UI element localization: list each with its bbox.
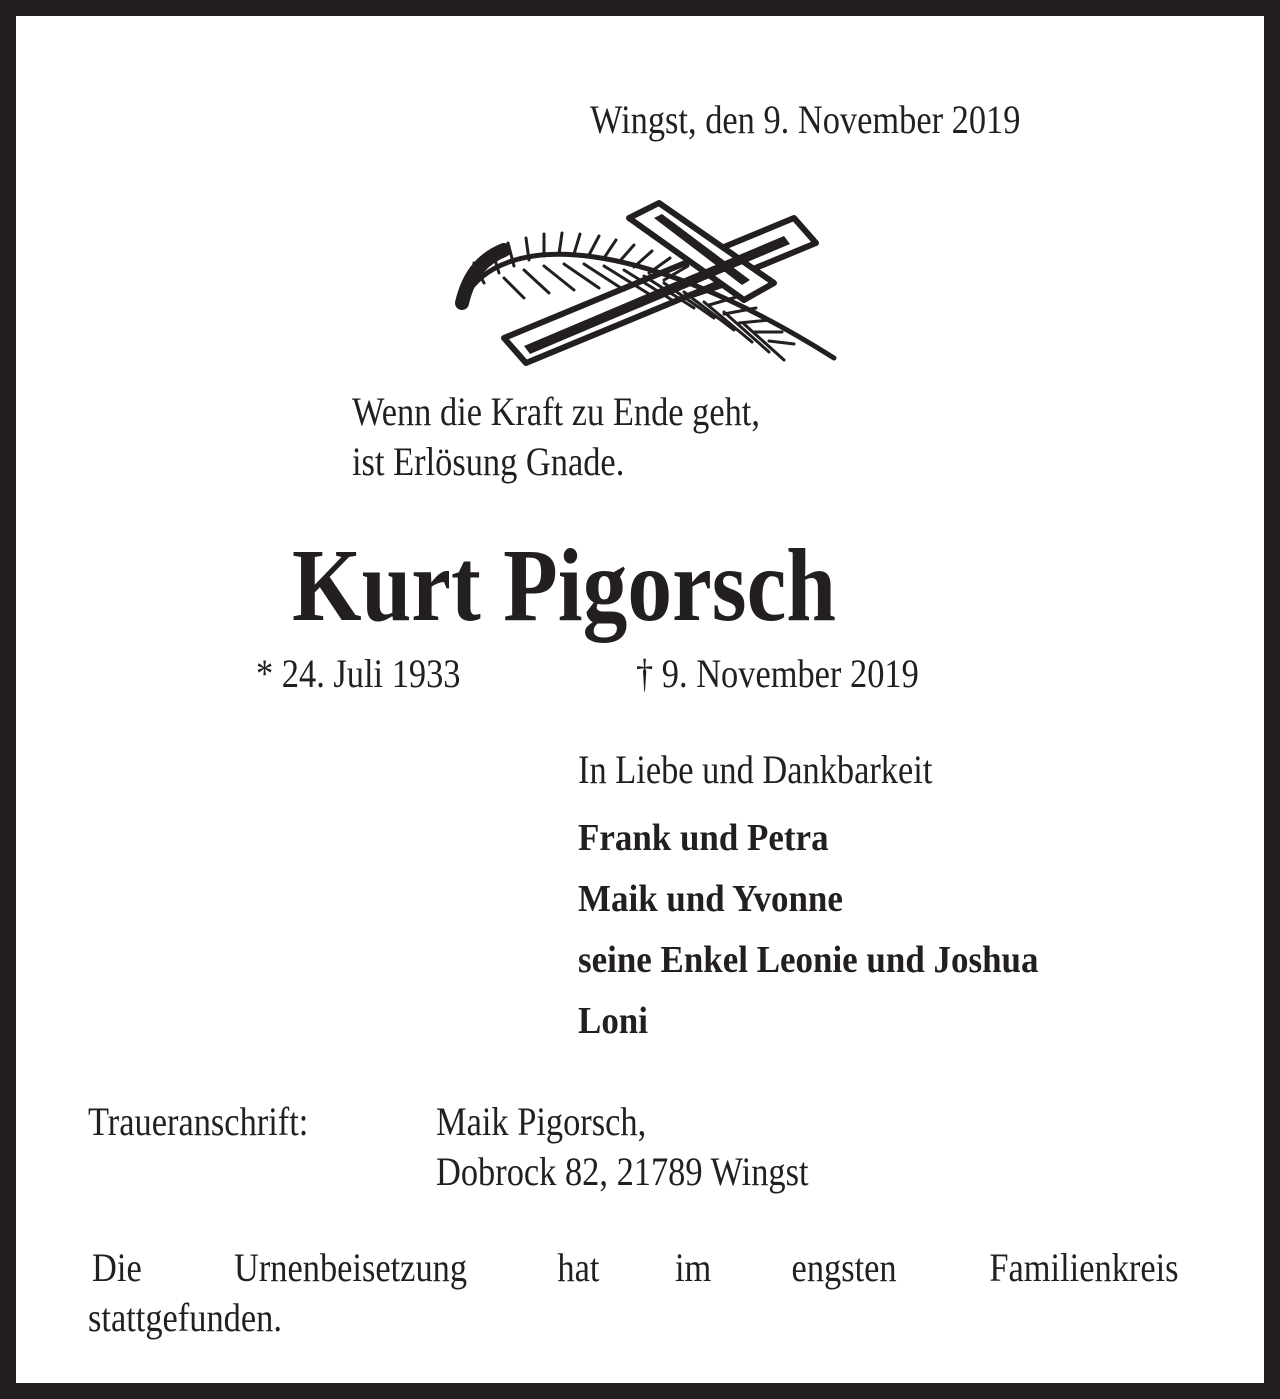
mourner-4: Loni [578,1000,648,1042]
mourners-intro: In Liebe und Dankbarkeit [578,747,933,792]
address-line-1: Maik Pigorsch, [436,1099,647,1144]
quote-line-1: Wenn die Kraft zu Ende geht, [352,389,760,434]
word: hat [557,1245,600,1290]
mourner-2: Maik und Yvonne [578,878,843,920]
birth-date: * 24. Juli 1933 [256,651,461,696]
mourner-3: seine Enkel Leonie und Joshua [578,939,1039,981]
word: im [674,1245,712,1290]
burial-note-line-1 [88,1244,1194,1291]
quote-line-2: ist Erlösung Gnade. [352,439,625,484]
word: engsten [791,1245,897,1290]
obituary-notice [16,16,1264,1383]
deceased-name: Kurt Pigorsch [292,528,837,643]
address-line-2: Dobrock 82, 21789 Wingst [436,1149,809,1194]
word: Urnenbeisetzung [233,1245,467,1290]
burial-note-line-2: stattgefunden. [88,1295,282,1340]
mourner-1: Frank und Petra [578,817,829,859]
burial-note [88,1244,1194,1291]
address-label: Traueranschrift: [88,1099,309,1144]
word: Familienkreis [989,1245,1179,1290]
cross-with-palm-frond-icon [444,188,864,378]
place-date: Wingst, den 9. November 2019 [590,97,1021,142]
word: Die [92,1245,142,1290]
death-date: † 9. November 2019 [636,651,919,696]
